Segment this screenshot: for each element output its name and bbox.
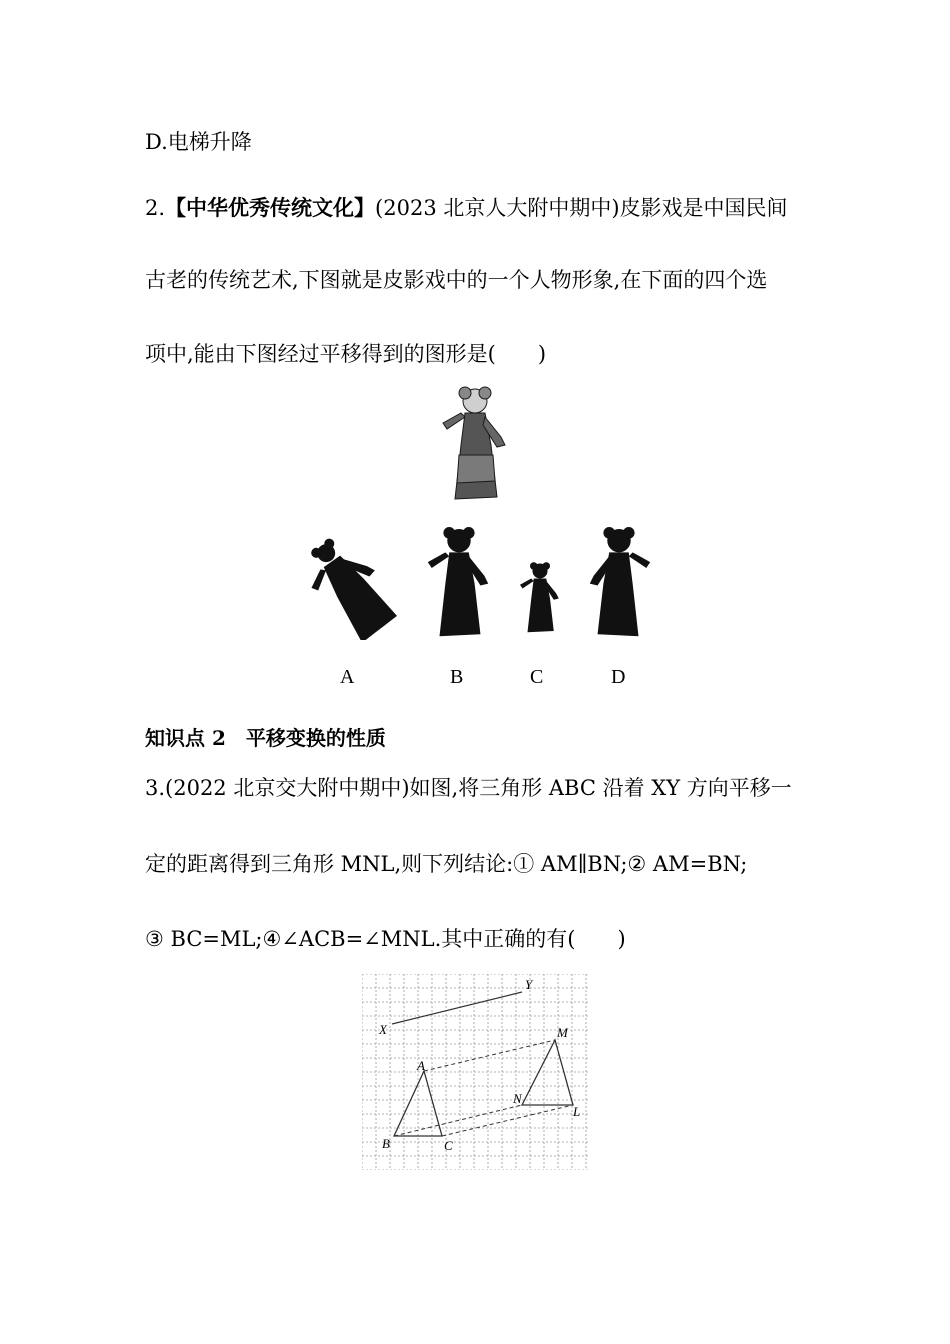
label-n: N	[513, 1091, 522, 1106]
label-x: X	[379, 1022, 387, 1037]
label-l: L	[573, 1104, 581, 1119]
q3-line2: 定的距离得到三角形 MNL,则下列结论:① AM∥BN;② AM=BN;	[145, 852, 748, 876]
label-m: M	[557, 1025, 568, 1040]
option-label-a: A	[340, 666, 355, 688]
puppet-option-d	[580, 525, 658, 647]
label-a: A	[417, 1058, 425, 1073]
translation-grid-figure	[362, 974, 589, 1170]
segment-xy	[392, 992, 522, 1024]
q2-line3: 项中,能由下图经过平移得到的图形是( )	[145, 342, 547, 366]
q2-tag: 【中华优秀传统文化】	[165, 195, 376, 220]
option-label-c: C	[530, 666, 544, 688]
q1-option-d: D.电梯升降	[145, 130, 252, 154]
label-b: B	[382, 1136, 390, 1151]
puppet-original	[435, 385, 515, 510]
q3-line1: 3.(2022 北京交大附中期中)如图,将三角形 ABC 沿着 XY 方向平移一	[145, 776, 792, 800]
puppet-option-c	[515, 560, 565, 640]
q2-line1	[145, 194, 788, 222]
q2-source: (2023 北京人大附中期中)	[375, 196, 620, 220]
q2-line1-rest: 皮影戏是中国民间	[619, 196, 788, 220]
q3-line3: ③ BC=ML;④∠ACB=∠MNL.其中正确的有( )	[145, 927, 626, 951]
puppet-option-b	[420, 525, 498, 647]
option-label-b: B	[450, 666, 464, 688]
label-y: Y	[525, 977, 533, 992]
q2-number: 2.	[145, 196, 166, 220]
section-heading: 知识点 2 平移变换的性质	[145, 726, 386, 750]
option-label-d: D	[611, 666, 626, 688]
q2-line2: 古老的传统艺术,下图就是皮影戏中的一个人物形象,在下面的四个选	[145, 268, 768, 292]
label-c: C	[444, 1138, 453, 1153]
puppet-option-a	[292, 535, 410, 640]
translation-dashed-lines	[394, 1040, 573, 1136]
